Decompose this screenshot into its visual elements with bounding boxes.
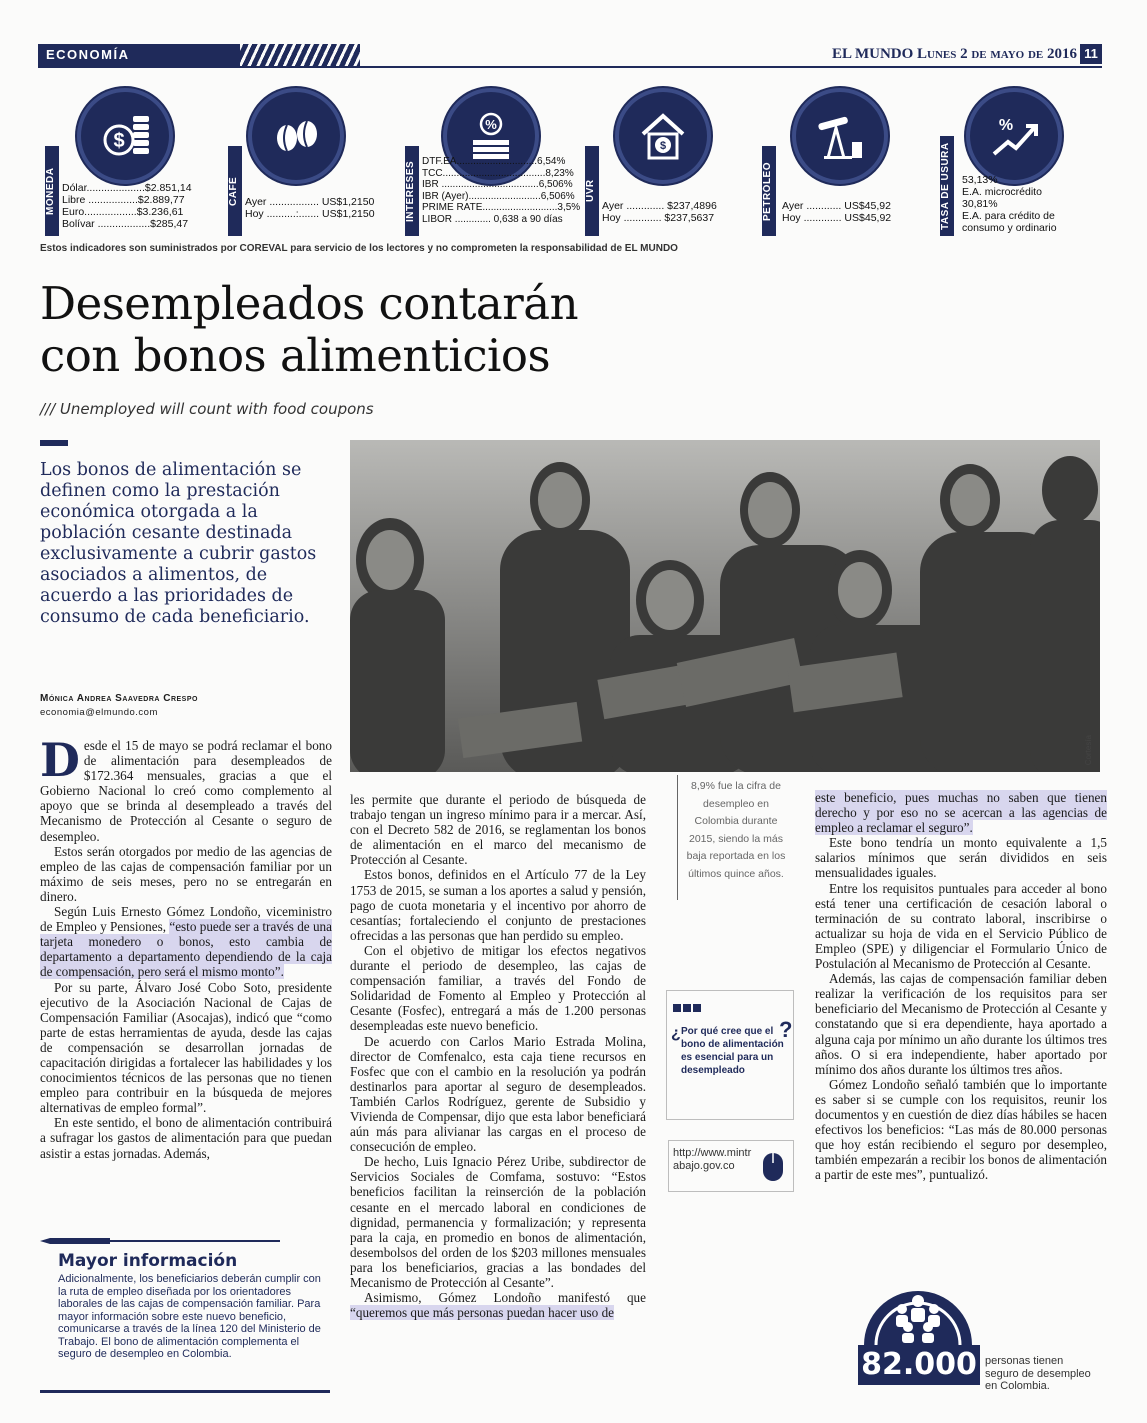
caption-rule: [677, 775, 678, 900]
indicator-label: TASA DE USURA: [940, 136, 954, 236]
indicator-petroleo: [762, 96, 922, 236]
indicator-values: Ayer ................. US$1,2150 Hoy ..........:....... US$1,2150: [245, 196, 375, 220]
more-info-rule: [40, 1390, 330, 1393]
indicator-label: MONEDA: [45, 146, 59, 236]
question-mark-icon: ?: [779, 1017, 793, 1042]
highlighted-quote: este beneficio, pues muchas no saben que tienen derecho y por eso no se acercan a las agencias de empleo a reclamar el seguro”.: [815, 790, 1107, 836]
svg-text:$: $: [659, 140, 667, 152]
article-column-1: Desde el 15 de mayo se podrá reclamar el bono de alimentación para desempleados de $172.364 mensuales, gracias a que el Gobierno Nacional lo creó como complemento al apoyo que se brinda al desempleado a través del Mecanismo de Protección al Cesante o seguro de desempleo. Estos serán otorgados por medio de las agencias de empleo de las cajas de compensación familiar por un máximo de seis meses, pero no se entregarán en dinero. Según Luis Ernesto Gómez Londoño, viceministro de Empleo y Pensiones, “esto puede ser a través de una tarjeta monedero o bonos, esto cambia de departamento a departamento dependiendo de la caja de compensación, pero será el mismo monto”. Por su parte, Álvaro José Cobo Soto, presidente ejecutivo de la Asociación Nacional de Cajas de Compensación Familiar (Asocajas), indicó que “como parte de estas herramientas de ayuda, desde las cajas de compensación se desarrollan jornadas de capacitación dirigidas a fortalecer las habilidades y los conocimientos técnicos de las personas que no tienen empleo para contribuir en la búsqueda de mejores alternativas de empleo formal”. En este sentido, el bono de alimentación contribuirá a sufragar los gastos de alimentación para que puedan asistir a estas jornadas. Además,: [40, 733, 332, 1161]
masthead-date: EL MUNDO Lunes 2 de mayo de 2016: [832, 46, 1077, 62]
question-mark-open-icon: ¿: [671, 1025, 681, 1042]
indicators-source-note: Estos indicadores son suministrados por COREVAL para servicio de los lectores y no comprometen la responsabilidad de EL MUNDO: [40, 243, 678, 254]
website-box: [668, 1140, 794, 1192]
english-subhead: /// Unemployed will count with food coupons: [40, 400, 374, 418]
highlighted-quote: “queremos que más personas puedan hacer uso de: [350, 1305, 615, 1321]
indicator-label: CAFÉ: [228, 146, 242, 236]
indicator-values: Ayer ............ US$45,92 Hoy ............. US$45,92: [782, 200, 892, 224]
indicator-values: Dólar....................$2.851,14 Libre .................$2.889,77 Euro..................$3.236,61 Bolívar ..................$285,47: [62, 182, 192, 230]
oil-pump-icon: [792, 88, 888, 184]
article-column-2: les permite que durante el periodo de búsqueda de trabajo tengan un ingreso mínimo para ir a mercar. Así, con el Decreto 582 de 2016, se reglamentan los bonos de alimentación en el marco del mecanismo de Protección al Cesante. Estos bonos, definidos en el Artículo 77 de la Ley 1753 de 2015, se suman a los aportes a salud y pensión, pago de cuota monetaria y el incentivo por ahorro de cesantías; fortaleciendo el conjunto de prestaciones ofrecidas a las personas que han perdido su empleo. Con el objetivo de mitigar los efectos negativos durante el periodo de desempleo, las cajas de compensación familiar, a través del Fondo de Solidaridad de Fomento al Empleo y Protección al Cesante (Fosfec), entregará a más de 1.200 personas desempleadas este nuevo beneficio. De acuerdo con Carlos Mario Estrada Molina, director de Comfenalco, esta caja tiene recursos en Fosfec que con el cambio en la resolución ya podrán destinarlos para aportar al seguro de desempleados. También Carlos Rodríguez, gerente de Subsidio y Vivienda de Compensar, dijo que esta labor beneficiará aún más para alivianar las cargas en el proceso de consecución de empleo. De hecho, Luis Ignacio Pérez Uribe, subdirector de Servicios Sociales de Comfama, sostuvo: “Estos beneficios facilitan la reinserción de la población cesante en el mercado laboral en condiciones de dignidad, permanencia y formalización; y representa para la caja, en promedio en bonos de alimentación, desembolsos del orden de los $203 millones mensuales para los beneficiarios, gracias a las bondades del Mecanismo de Protección al Cesante”. Asimismo, Gómez Londoño manifestó que “queremos que más personas puedan hacer uso de: [350, 792, 646, 1321]
byline: Mónica Andrea Saavedra Crespo: [40, 693, 198, 704]
svg-text:%: %: [485, 117, 497, 132]
indicator-label: PETRÓLEO: [762, 146, 776, 236]
indicator-label: INTERESES: [405, 146, 419, 236]
more-info-title: Mayor información: [58, 1251, 238, 1271]
coins-dollar-icon: [77, 88, 173, 184]
website-link[interactable]: http://www.mintrabajo.gov.co: [673, 1147, 752, 1172]
lead-paragraph: Los bonos de alimentación se definen como la prestación económica otorgada a la población cesante destinada exclusivamente a cubrir gastos asociados a alimentos, de acuerdo a las prioridades de consumo de cada beneficiario.: [40, 460, 317, 627]
header-rule: [38, 66, 1102, 68]
unemployed-people-photo: [350, 440, 1100, 772]
indicator-intereses: [405, 96, 581, 236]
drop-cap: D: [40, 733, 80, 787]
indicator-usura: [940, 96, 1105, 236]
box-marker: [673, 997, 703, 1016]
more-info-text: Adicionalmente, los beneficiarios deberán cumplir con la ruta de empleo diseñada por los orientadores laborales de las cajas de compensación familiar. Para mayor información sobre este nuevo beneficio, comunicarse a través de la línea 120 del Ministerio de Trabajo. El bono de alimentación complementa el seguro de desempleo en Colombia.: [58, 1273, 321, 1360]
section-label: ECONOMÍA: [38, 44, 360, 66]
indicator-values: 53,13% E.A. microcrédito 30,81% E.A. para crédito de consumo y ordinario: [962, 174, 1057, 234]
indicator-values: DTF.EA.............................6,54% TCC.....................................8,23% IBR ...................................6,506% IBR (Ayer)..........................6,506% PRIME RATE...........................3,5% LIBOR ............. 0,638 a 90 días: [422, 156, 581, 225]
reader-question-box: [666, 990, 794, 1120]
percent-growth-icon: [966, 88, 1062, 184]
house-coin-icon: [615, 88, 711, 184]
indicator-values: Ayer ............. $237,4896 Hoy ............. $237,5637: [602, 200, 717, 224]
highlighted-quote: “esto puede ser a través de una tarjeta monedero o bonos, esto cambia de departamento a departamento dependiendo de la caja de compensación, pero será el mismo monto”.: [40, 919, 332, 980]
photo-caption: 8,9% fue la cifra de desempleo en Colombia durante 2015, siendo la más baja reportada en los últimos quince años.: [686, 780, 786, 880]
mouse-icon: [759, 1149, 787, 1183]
stat-description: personas tienen seguro de desempleo en Colombia.: [985, 1355, 1091, 1392]
indicator-label: UVR: [585, 146, 599, 236]
reader-question: Por qué cree que el bono de alimentación es esencial para un desempleado: [681, 1026, 784, 1076]
coffee-beans-icon: [248, 88, 344, 184]
page-number: 11: [1080, 44, 1102, 64]
svg-text:%: %: [998, 117, 1014, 134]
indicator-uvr: [585, 96, 750, 236]
lead-marker: [40, 440, 68, 446]
svg-text:$: $: [113, 130, 125, 152]
stat-value: 82.000: [858, 1345, 980, 1385]
headline: Desempleados contarán con bonos alimenticios: [40, 277, 579, 382]
indicator-cafe: [228, 96, 388, 236]
photo-credit: Cortesía: [1084, 735, 1093, 766]
byline-email: economia@elmundo.com: [40, 707, 158, 718]
indicator-moneda: [45, 96, 215, 236]
pencil-divider-icon: [40, 1238, 280, 1244]
article-column-3: este beneficio, pues muchas no saben que tienen derecho y por eso no se acercan a las agencias de empleo a reclamar el seguro”. Este bono tendría un monto equivalente a 1,5 salarios mínimos que serán divididos en seis mensualidades iguales. Entre los requisitos puntuales para acceder al bono está tener una certificación de cesación laboral o terminación de su contrato laboral, inscribirse o actualizar su hoja de vida en el Servicio Público de Empleo (SPE) y diligenciar el Formulario Único de Postulación al Mecanismo de Protección al Cesante. Además, las cajas de compensación familiar deben realizar la verificación de los requisitos para ser beneficiario del Mecanismo de Protección al Cesante y constatando que si era dependiente, haya aportado a alguna caja por mínimo un año durante los últimos tres años. O si era independiente, haber aportado por mínimo dos años durante los últimos tres años. Gómez Londoño señaló también que lo importante es saber si se cumple con los requisitos, reunir los documentos y en cuestión de diez días hábiles se hacen efectivos los beneficios: “Las más de 80.000 personas que hoy están recibiendo el seguro por desempleo, también empezarán a recibir los bonos de alimentación a partir de este mes”, puntualizó.: [815, 790, 1107, 1183]
